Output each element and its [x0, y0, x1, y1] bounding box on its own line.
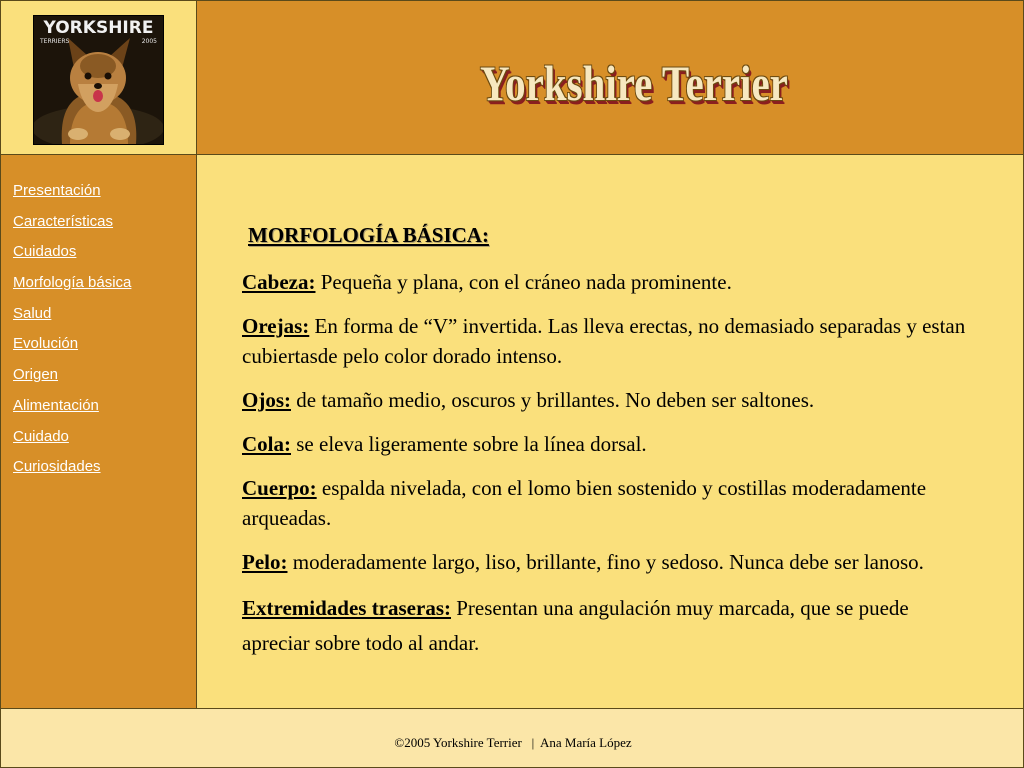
- term-label: Pelo:: [242, 550, 288, 574]
- term-description: se eleva ligeramente sobre la línea dorsal.: [291, 432, 647, 456]
- section-heading: MORFOLOGÍA BÁSICA:: [248, 223, 489, 247]
- paragraph-cola: [242, 429, 972, 459]
- nav-link-salud[interactable]: Salud: [13, 304, 52, 322]
- nav-item-origen: [13, 365, 131, 396]
- site-title: Yorkshire Terrier: [480, 55, 788, 111]
- term-description: de tamaño medio, oscuros y brillantes. No deben ser saltones.: [291, 388, 815, 412]
- nav-item-caracteristicas: [13, 212, 131, 243]
- paragraph-cabeza: [242, 267, 972, 297]
- page-footer: [0, 708, 1024, 768]
- nav-item-curiosidades: [13, 457, 131, 488]
- term-label: Orejas:: [242, 314, 310, 338]
- yorkshire-logo: [33, 15, 164, 145]
- nav-item-presentacion: [13, 181, 131, 212]
- nav-item-cuidado: [13, 427, 131, 458]
- term-description: En forma de “V” invertida. Las lleva erectas, no demasiado separadas y estan cubiertasde pelo color dorado intenso.: [242, 314, 966, 368]
- header-banner: [196, 0, 1024, 155]
- paragraph-ojos: [242, 385, 972, 415]
- nav-link-origen[interactable]: Origen: [13, 366, 59, 384]
- term-description: espalda nivelada, con el lomo bien sostenido y costillas moderadamente arqueadas.: [242, 476, 927, 530]
- nav-link-cuidado[interactable]: Cuidado: [13, 427, 69, 445]
- sidebar-nav: [0, 154, 197, 709]
- morphology-list: [242, 267, 972, 675]
- logo-subtitle: [38, 38, 159, 45]
- nav-item-cuidados: [13, 242, 131, 273]
- paragraph-pelo: [242, 547, 972, 577]
- nav-link-alimentacion[interactable]: Alimentación: [13, 396, 99, 414]
- nav-item-salud: [13, 304, 131, 335]
- nav-link-presentacion[interactable]: Presentación: [13, 182, 101, 199]
- nav-link-curiosidades[interactable]: Curiosidades: [13, 458, 101, 476]
- term-description: Presentan una angulación muy marcada, que se puede apreciar sobre todo al andar.: [242, 596, 909, 655]
- nav-link-evolucion[interactable]: Evolución: [13, 335, 79, 353]
- logo-sub-left: TERRIERS: [40, 38, 70, 45]
- term-description: Pequeña y plana, con el cráneo nada prominente.: [315, 270, 732, 294]
- footer-copyright: ©2005 Yorkshire Terrier | Ana María López: [394, 735, 632, 750]
- nav-item-alimentacion: [13, 396, 131, 427]
- main-content: [196, 154, 1024, 709]
- paragraph-orejas: [242, 311, 972, 371]
- paragraph-extremidades: [242, 591, 972, 661]
- logo-cell: [0, 0, 197, 155]
- nav-link-morfologia[interactable]: Morfología básica: [13, 274, 132, 292]
- nav-list: [13, 181, 131, 488]
- nav-item-morfologia: [13, 273, 131, 304]
- term-label: Extremidades traseras:: [242, 596, 451, 620]
- logo-sub-right: 2005: [141, 38, 157, 45]
- logo-brand-text: YORKSHIRE: [43, 18, 154, 38]
- nav-link-cuidados[interactable]: Cuidados: [13, 243, 77, 261]
- term-label: Cabeza:: [242, 270, 316, 294]
- term-label: Cola:: [242, 432, 291, 456]
- nav-link-caracteristicas[interactable]: Características: [13, 212, 114, 230]
- term-label: Ojos:: [242, 388, 291, 412]
- paragraph-cuerpo: [242, 473, 972, 533]
- term-label: Cuerpo:: [242, 476, 317, 500]
- term-description: moderadamente largo, liso, brillante, fino y sedoso. Nunca debe ser lanoso.: [287, 550, 924, 574]
- nav-item-evolucion: [13, 334, 131, 365]
